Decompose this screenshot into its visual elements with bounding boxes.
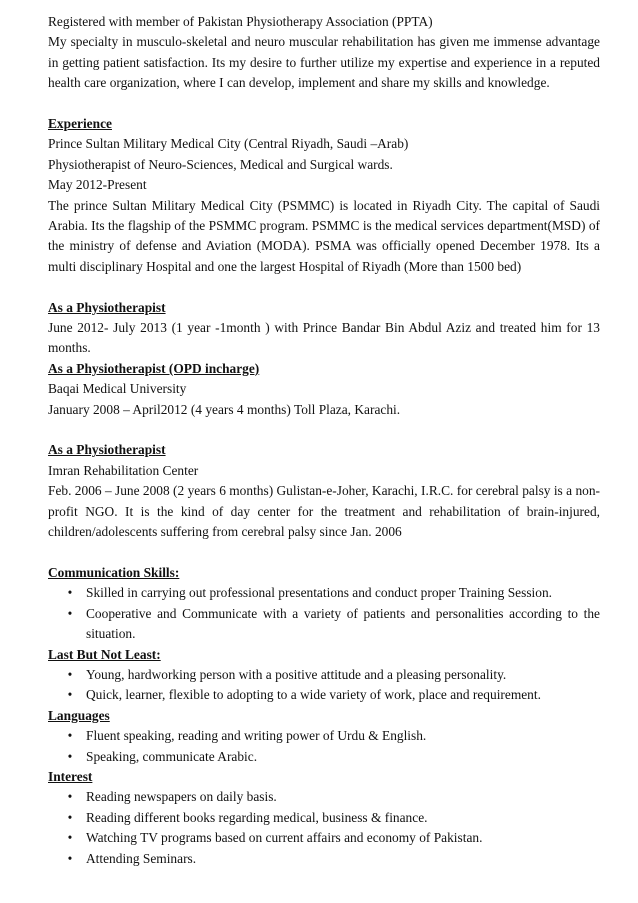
bullet-icon: • bbox=[67, 666, 73, 682]
list-item bbox=[48, 685, 600, 705]
communication-heading: Communication Skills: bbox=[48, 564, 180, 580]
list-item bbox=[48, 787, 600, 807]
bullet-icon: • bbox=[67, 585, 73, 601]
list-item-text: Cooperative and Communicate with a variety of patients and personalities according to the situation. bbox=[86, 605, 600, 642]
registration-line: Registered with member of Pakistan Physiotherapy Association (PPTA) bbox=[48, 14, 433, 29]
spacer bbox=[48, 420, 600, 440]
list-item-text: Watching TV programs based on current affairs and economy of Pakistan. bbox=[86, 830, 483, 846]
resume-page bbox=[48, 12, 600, 869]
bullet-icon: • bbox=[67, 789, 73, 805]
bullet-icon: • bbox=[67, 850, 73, 866]
bullet-icon: • bbox=[67, 687, 73, 703]
experience-employer: Prince Sultan Military Medical City (Central Riyadh, Saudi –Arab) bbox=[48, 136, 409, 152]
interest-list bbox=[48, 787, 600, 869]
bullet-icon: • bbox=[67, 748, 73, 764]
list-item bbox=[48, 583, 600, 603]
list-item-text: Quick, learner, flexible to adopting to a wide variety of work, place and requirement. bbox=[86, 687, 541, 703]
interest-heading: Interest bbox=[48, 768, 93, 784]
job1-heading: As a Physiotherapist bbox=[48, 299, 166, 315]
list-item bbox=[48, 604, 600, 645]
list-item-text: Speaking, communicate Arabic. bbox=[86, 748, 258, 764]
job3-heading: As a Physiotherapist bbox=[48, 442, 166, 458]
list-item bbox=[48, 747, 600, 767]
spacer bbox=[48, 94, 600, 114]
last-list bbox=[48, 665, 600, 706]
languages-heading: Languages bbox=[48, 707, 110, 723]
experience-description: The prince Sultan Military Medical City (PSMMC) is located in Riyadh City. The capital of Saudi Arabia. Its the flagship of the PSMMC program. PSMMC is the medical services department(MSD) of the ministry of defense and Aviation (MODA). PSMA was officially opened December 1978. Its a multi disciplinary Hospital and one the largest Hospital of Riyadh (More than 1500 bed) bbox=[48, 197, 600, 274]
languages-list bbox=[48, 726, 600, 767]
list-item bbox=[48, 808, 600, 828]
list-item bbox=[48, 726, 600, 746]
list-item-text: Skilled in carrying out professional presentations and conduct proper Training Session. bbox=[86, 585, 552, 601]
bullet-icon: • bbox=[67, 728, 73, 744]
bullet-icon: • bbox=[67, 605, 73, 621]
list-item bbox=[48, 849, 600, 869]
experience-role: Physiotherapist of Neuro-Sciences, Medical and Surgical wards. bbox=[48, 156, 393, 172]
job2-heading: As a Physiotherapist (OPD incharge) bbox=[48, 360, 260, 376]
bullet-icon: • bbox=[67, 809, 73, 825]
list-item-text: Reading different books regarding medical, business & finance. bbox=[86, 809, 428, 825]
experience-heading: Experience bbox=[48, 116, 112, 132]
communication-list bbox=[48, 583, 600, 644]
specialty-paragraph: My specialty in musculo-skeletal and neuro muscular rehabilitation has given me immense advantage in getting patient satisfaction. Its my desire to further utilize my expertise and experience in a reputed health care organization, where I can develop, implement and share my skills and knowledge. bbox=[48, 34, 600, 91]
spacer bbox=[48, 543, 600, 563]
job3-description: Feb. 2006 – June 2008 (2 years 6 months) Gulistan-e-Joher, Karachi, I.R.C. for cerebral palsy is a non-profit NGO. It is the kind of day center for the treatment and rehabilitation of brain-injured, children/adolescents suffering from cerebral palsy since Jan. 2006 bbox=[48, 483, 600, 540]
job2-employer: Baqai Medical University bbox=[48, 381, 187, 397]
list-item bbox=[48, 665, 600, 685]
list-item-text: Young, hardworking person with a positive attitude and a pleasing personality. bbox=[86, 666, 507, 682]
job3-employer: Imran Rehabilitation Center bbox=[48, 462, 199, 478]
list-item bbox=[48, 828, 600, 848]
list-item-text: Fluent speaking, reading and writing power of Urdu & English. bbox=[86, 728, 427, 744]
list-item-text: Attending Seminars. bbox=[86, 850, 197, 866]
job1-description: June 2012- July 2013 (1 year -1month ) with Prince Bandar Bin Abdul Aziz and treated him for 13 months. bbox=[48, 320, 600, 356]
job2-dates: January 2008 – April2012 (4 years 4 months) Toll Plaza, Karachi. bbox=[48, 401, 401, 417]
last-heading: Last But Not Least: bbox=[48, 646, 161, 662]
bullet-icon: • bbox=[67, 830, 73, 846]
list-item-text: Reading newspapers on daily basis. bbox=[86, 789, 277, 805]
spacer bbox=[48, 277, 600, 297]
experience-dates: May 2012-Present bbox=[48, 177, 147, 193]
